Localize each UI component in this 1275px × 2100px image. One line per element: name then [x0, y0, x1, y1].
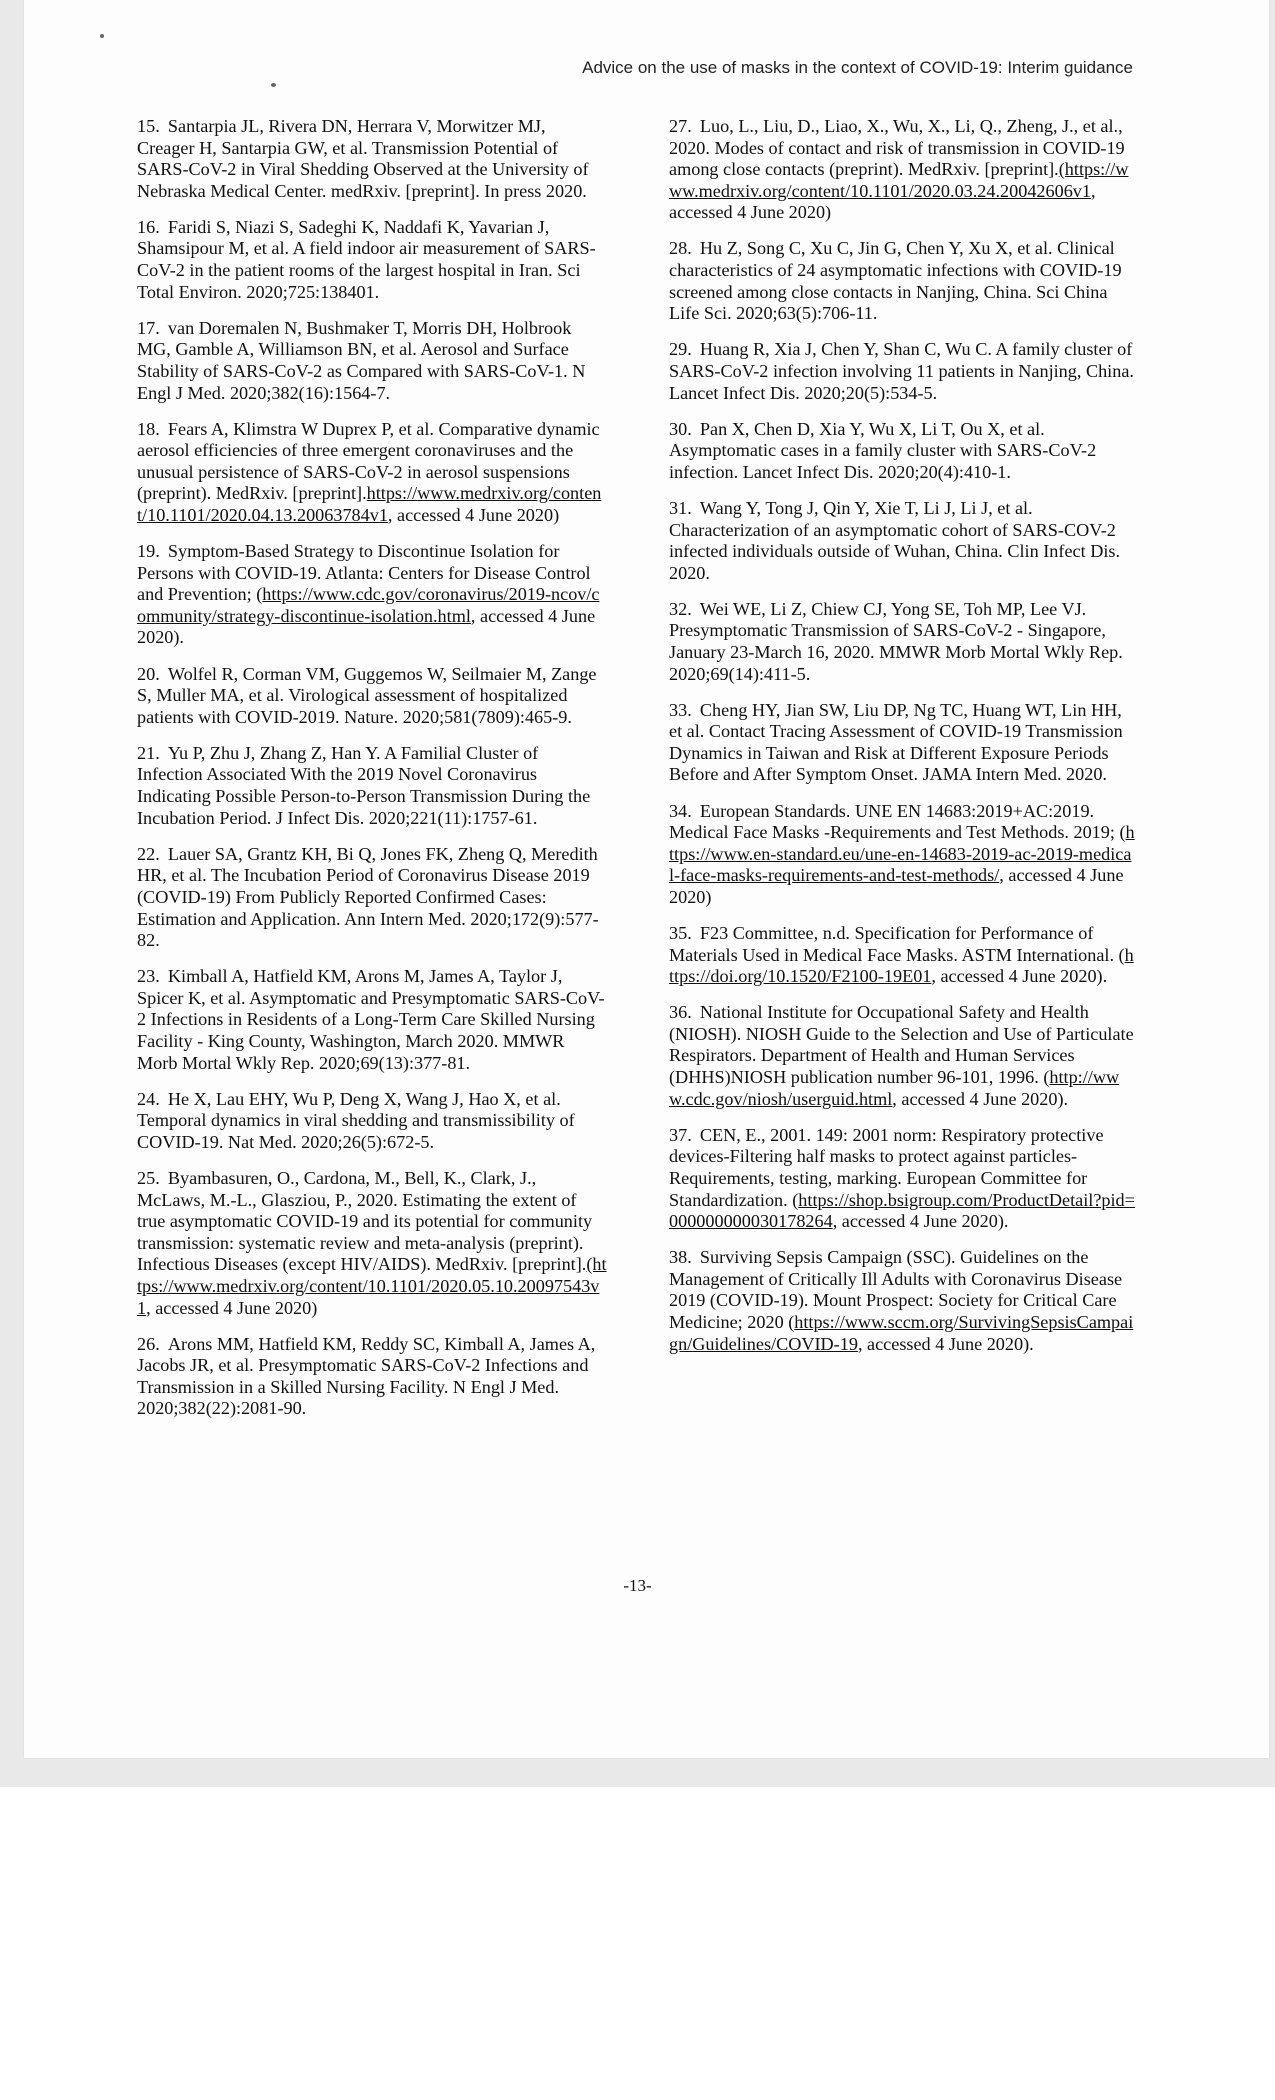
reference-25	[137, 1168, 607, 1319]
reference-number: 28.	[669, 238, 692, 259]
reference-number: 31.	[669, 497, 692, 518]
reference-37	[669, 1125, 1135, 1233]
reference-number: 25.	[137, 1167, 160, 1188]
reference-text: Wolfel R, Corman VM, Guggemos W, Seilmaier M, Zange S, Muller MA, et al. Virological assessment of hospitalized patients with COVID-2019. Nature. 2020;581(7809):465-9.	[137, 663, 597, 727]
reference-24	[137, 1089, 607, 1154]
reference-number: 16.	[137, 216, 160, 237]
reference-text: Arons MM, Hatfield KM, Reddy SC, Kimball A, James A, Jacobs JR, et al. Presymptomatic SARS-CoV-2 Infections and Transmission in a Skilled Nursing Facility. N Engl J Med. 2020;382(22):2081-90.	[137, 1333, 596, 1419]
reference-text: Fears A, Klimstra W Duprex P, et al. Comparative dynamic aerosol efficiencies of three emergent coronaviruses and the unusual persistence of SARS-CoV-2 in aerosol suspensions (preprint). MedRxiv. [preprint].	[137, 418, 600, 504]
reference-text: Wang Y, Tong J, Qin Y, Xie T, Li J, Li J, et al. Characterization of an asymptomatic cohort of SARS-COV-2 infected individuals outside of Wuhan, China. Clin Infect Dis. 2020.	[669, 497, 1121, 583]
reference-32	[669, 599, 1135, 685]
reference-number: 34.	[669, 800, 692, 821]
reference-text: Santarpia JL, Rivera DN, Herrara V, Morwitzer MJ, Creager H, Santarpia GW, et al. Transmission Potential of SARS-CoV-2 in Viral Shedding Observed at the University of Nebraska Medical Center. medRxiv. [preprint]. In press 2020.	[137, 116, 589, 201]
reference-21	[137, 743, 607, 829]
reference-number: 30.	[669, 418, 692, 439]
reference-text: Yu P, Zhu J, Zhang Z, Han Y. A Familial Cluster of Infection Associated With the 2019 Novel Coronavirus Indicating Possible Person-to-Person Transmission During the Incubation Period. J Infect Dis. 2020;221(11):1757-61.	[137, 742, 591, 828]
reference-link[interactable]: https://www.en-standard.eu/une-en-14683-2019-ac-2019-medical-face-masks-requirements-and-test-methods/	[669, 822, 1135, 886]
reference-text: National Institute for Occupational Safety and Health (NIOSH). NIOSH Guide to the Selection and Use of Particulate Respirators. Department of Health and Human Services (DHHS)NIOSH publication number 96-101, 1996. (	[669, 1002, 1134, 1088]
reference-16	[137, 217, 607, 303]
reference-number: 21.	[137, 742, 160, 763]
reference-number: 17.	[137, 317, 160, 338]
reference-34	[669, 801, 1135, 909]
reference-access-note: , accessed 4 June 2020)	[387, 505, 560, 525]
reference-access-note: , accessed 4 June 2020)	[669, 865, 1124, 907]
reference-link[interactable]: https://shop.bsigroup.com/ProductDetail?pid=000000000030178264	[669, 1189, 1135, 1232]
reference-number: 18.	[137, 418, 160, 439]
reference-36	[669, 1002, 1135, 1110]
reference-33	[669, 700, 1135, 786]
reference-27	[669, 116, 1135, 224]
reference-text: European Standards. UNE EN 14683:2019+AC:2019. Medical Face Masks -Requirements and Test Methods. 2019; (	[669, 800, 1126, 843]
reference-28	[669, 238, 1135, 324]
reference-text: van Doremalen N, Bushmaker T, Morris DH, Holbrook MG, Gamble A, Williamson BN, et al. Aerosol and Surface Stability of SARS-CoV-2 as Compared with SARS-CoV-1. N Engl J Med. 2020;382(16):1564-7.	[137, 317, 586, 403]
reference-access-note: , accessed 4 June 2020).	[857, 1333, 1034, 1354]
references-left-column	[137, 116, 607, 1434]
reference-number: 37.	[669, 1124, 692, 1145]
reference-link[interactable]: http://www.cdc.gov/niosh/userguid.html	[669, 1067, 1120, 1109]
reference-23	[137, 966, 607, 1074]
reference-number: 20.	[137, 663, 160, 684]
reference-number: 38.	[669, 1247, 692, 1268]
reference-number: 23.	[137, 966, 160, 987]
references-right-column	[669, 116, 1135, 1370]
reference-18	[137, 419, 607, 527]
reference-30	[669, 419, 1135, 484]
reference-17	[137, 318, 607, 404]
reference-text: Faridi S, Niazi S, Sadeghi K, Naddafi K, Yavarian J, Shamsipour M, et al. A field indoor air measurement of SARS-CoV-2 in the patient rooms of the largest hospital in Iran. Sci Total Environ. 2020;725:138401.	[137, 216, 596, 302]
reference-access-note: , accessed 4 June 2020).	[931, 966, 1108, 987]
reference-22	[137, 844, 607, 952]
reference-link[interactable]: https://www.sccm.org/SurvivingSepsisCampaign/Guidelines/COVID-19	[669, 1312, 1134, 1354]
reference-text: Huang R, Xia J, Chen Y, Shan C, Wu C. A family cluster of SARS-CoV-2 infection involving 11 patients in Nanjing, China. Lancet Infect Dis. 2020;20(5):534-5.	[669, 339, 1134, 403]
reference-38	[669, 1247, 1135, 1355]
reference-text: Kimball A, Hatfield KM, Arons M, James A, Taylor J, Spicer K, et al. Asymptomatic and Presymptomatic SARS-CoV-2 Infections in Residents of a Long-Term Care Skilled Nursing Facility - King County, Washington, March 2020. MMWR Morb Mortal Wkly Rep. 2020;69(13):377-81.	[137, 966, 605, 1073]
reference-access-note: , accessed 4 June 2020).	[832, 1211, 1009, 1232]
reference-link[interactable]: (https://www.medrxiv.org/content/10.1101/2020.05.10.20097543v1	[137, 1254, 607, 1318]
reference-number: 29.	[669, 339, 692, 360]
reference-31	[669, 498, 1135, 584]
reference-text: Symptom-Based Strategy to Discontinue Isolation for Persons with COVID-19. Atlanta: Centers for Disease Control and Prevention; (	[137, 541, 591, 605]
reference-number: 15.	[137, 116, 160, 136]
reference-15	[137, 116, 607, 202]
reference-number: 26.	[137, 1333, 160, 1354]
reference-number: 27.	[669, 116, 692, 136]
reference-access-note: , accessed 4 June 2020).	[892, 1088, 1069, 1109]
reference-number: 33.	[669, 699, 692, 720]
reference-link[interactable]: (https://www.medrxiv.org/content/10.1101/2020.03.24.20042606v1	[669, 159, 1129, 201]
reference-link[interactable]: https://www.cdc.gov/coronavirus/2019-ncov/community/strategy-discontinue-isolation.html	[137, 584, 600, 626]
reference-number: 19.	[137, 541, 160, 562]
reference-text: Surviving Sepsis Campaign (SSC). Guidelines on the Management of Critically Ill Adults with Coronavirus Disease 2019 (COVID-19). Mount Prospect: Society for Critical Care Medicine; 2020 (	[669, 1247, 1123, 1332]
reference-link[interactable]: https://doi.org/10.1520/F2100-19E01	[669, 944, 1134, 987]
reference-access-note: , accessed 4 June 2020).	[137, 605, 596, 648]
reference-20	[137, 664, 607, 729]
scan-speck	[100, 34, 104, 38]
reference-26	[137, 1334, 607, 1420]
reference-text: Byambasuren, O., Cardona, M., Bell, K., Clark, J., McLaws, M.-L., Glasziou, P., 2020. Estimating the extent of true asymptomatic COVID-19 and its potential for community transmission: systematic review and meta-analysis (preprint). Infectious Diseases (except HIV/AIDS). MedRxiv. [preprint].	[137, 1167, 593, 1275]
reference-text: F23 Committee, n.d. Specification for Performance of Materials Used in Medical Face Masks. ASTM International. (	[669, 923, 1125, 965]
reference-35	[669, 923, 1135, 988]
reference-text: Lauer SA, Grantz KH, Bi Q, Jones FK, Zheng Q, Meredith HR, et al. The Incubation Period of Coronavirus Disease 2019 (COVID-19) From Publicly Reported Confirmed Cases: Estimation and Application. Ann Intern Med. 2020;172(9):577-82.	[137, 843, 599, 951]
reference-number: 35.	[669, 923, 692, 943]
reference-19	[137, 541, 607, 649]
reference-text: Wei WE, Li Z, Chiew CJ, Yong SE, Toh MP, Lee VJ. Presymptomatic Transmission of SARS-CoV-2 - Singapore, January 23-March 16, 2020. MMWR Morb Mortal Wkly Rep. 2020;69(14):411-5.	[669, 598, 1123, 684]
reference-access-note: , accessed 4 June 2020)	[669, 180, 1096, 223]
page-number: -13-	[623, 1576, 652, 1595]
reference-number: 22.	[137, 843, 160, 864]
document-header: Advice on the use of masks in the context of COVID-19: Interim guidance	[582, 58, 1133, 77]
reference-link[interactable]: https://www.medrxiv.org/content/10.1101/2020.04.13.20063784v1	[137, 483, 602, 525]
reference-text: Cheng HY, Jian SW, Liu DP, Ng TC, Huang WT, Lin HH, et al. Contact Tracing Assessment of COVID-19 Transmission Dynamics in Taiwan and Risk at Different Exposure Periods Before and After Symptom Onset. JAMA Intern Med. 2020.	[669, 699, 1123, 785]
reference-text: Pan X, Chen D, Xia Y, Wu X, Li T, Ou X, et al. Asymptomatic cases in a family cluster with SARS-CoV-2 infection. Lancet Infect Dis. 2020;20(4):410-1.	[669, 418, 1097, 482]
reference-29	[669, 339, 1135, 404]
reference-access-note: , accessed 4 June 2020)	[146, 1297, 318, 1318]
reference-text: Hu Z, Song C, Xu C, Jin G, Chen Y, Xu X, et al. Clinical characteristics of 24 asymptomatic infections with COVID-19 screened among close contacts in Nanjing, China. Sci China Life Sci. 2020;63(5):706-11.	[669, 238, 1122, 324]
reference-number: 36.	[669, 1002, 692, 1023]
scan-speck	[271, 83, 276, 87]
reference-text: Luo, L., Liu, D., Liao, X., Wu, X., Li, Q., Zheng, J., et al., 2020. Modes of contact and risk of transmission in COVID-19 among close contacts (preprint). MedRxiv. [preprint].	[669, 116, 1125, 180]
reference-number: 32.	[669, 598, 692, 619]
reference-text: CEN, E., 2001. 149: 2001 norm: Respiratory protective devices-Filtering half masks to protect against particles-Requirements, testing, marking. European Committee for Standardization. (	[669, 1124, 1104, 1210]
reference-text: He X, Lau EHY, Wu P, Deng X, Wang J, Hao X, et al. Temporal dynamics in viral shedding and transmissibility of COVID-19. Nat Med. 2020;26(5):672-5.	[137, 1088, 575, 1152]
reference-number: 24.	[137, 1088, 160, 1109]
